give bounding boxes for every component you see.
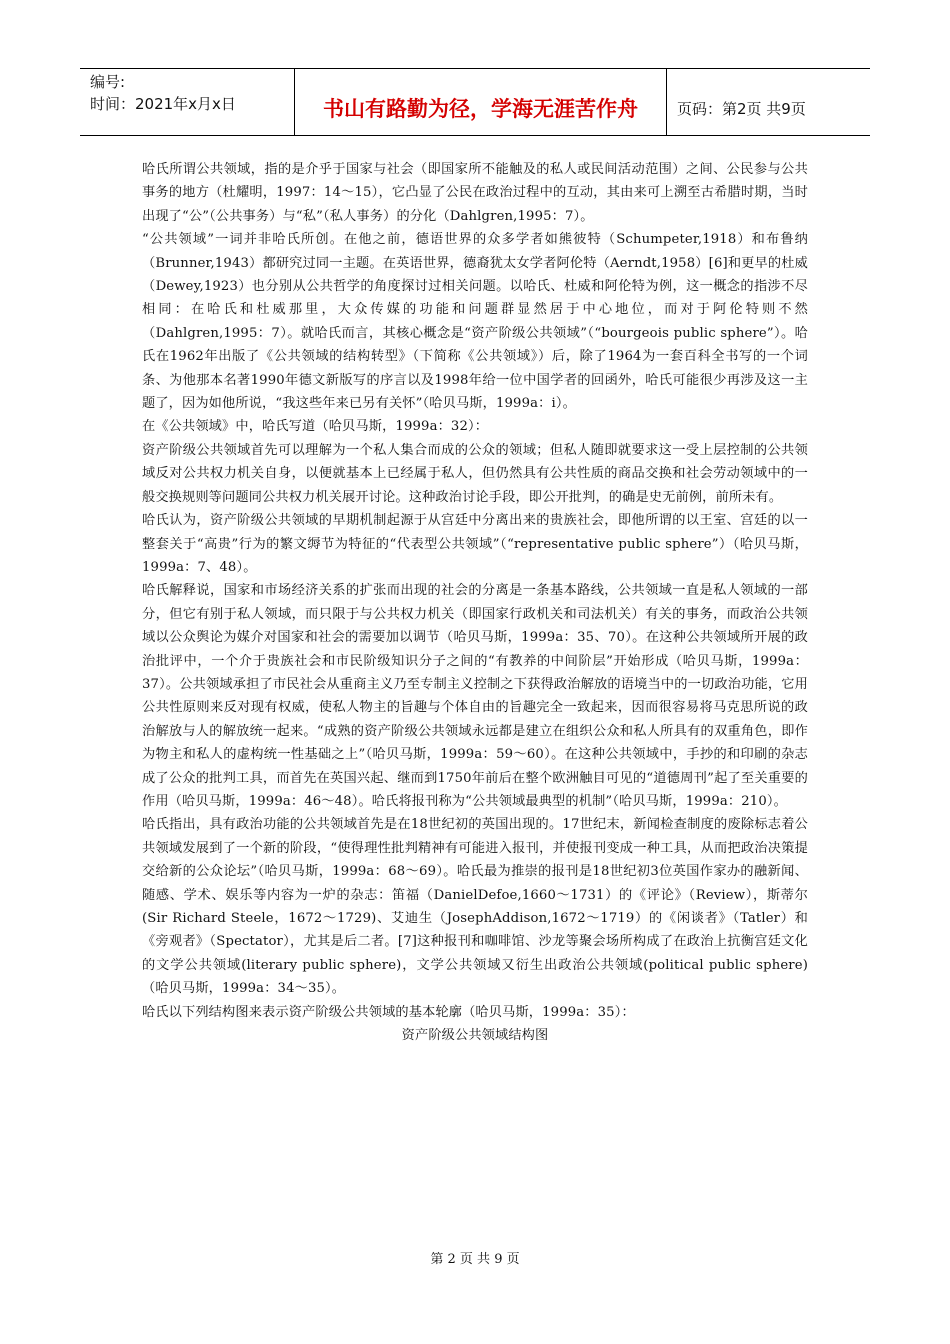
serial-label: 编号:	[90, 73, 126, 91]
page-header	[80, 68, 870, 136]
header-meta	[80, 69, 295, 135]
page-footer: 第 2 页 共 9 页	[430, 1252, 520, 1267]
figure-title: 资产阶级公共领域结构图	[401, 1028, 549, 1044]
paragraph: “公共领域”一词并非哈氏所创。在他之前，德语世界的众多学者如熊彼特（Schumpeter,1918）和布鲁纳（Brunner,1943）都研究过同一主题。在英语世界，德裔犹太女学者阿伦特（Aerndt,1958）[6]和更早的杜威（Dewey,1923）也分别从公共哲学的角度探讨过相关问题。以哈氏、杜威和阿伦特为例，这一概念的指涉不尽相同：在哈氏和杜威那里，大众传媒的功能和问题群显然居于中心地位，而对于阿伦特则不然（Dahlgren,1995：7）。就哈氏而言，其核心概念是“资产阶级公共领域”（“bourgeois public sphere”）。哈氏在1962年出版了《公共领域的结构转型》（下简称《公共领域》）后，除了1964为一套百科全书写的一个词条、为他那本名著1990年德文新版写的序言以及1998年给一位中国学者的回函外，哈氏可能很少再涉及这一主题了，因为如他所说，“我这些年来已另有关怀”（哈贝马斯，1999a：i）。	[142, 232, 808, 412]
time-label: 时间：2021年x月x日	[90, 95, 236, 113]
page-number-label: 页码：第2页 共9页	[677, 99, 806, 118]
paragraph: 哈氏指出，具有政治功能的公共领域首先是在18世纪初的英国出现的。17世纪末，新闻检查制度的废除标志着公共领域发展到了一个新的阶段，“使得理性批判精神有可能进入报刊，并使报刊变成一种工具，从而把政治决策提交给新的公众论坛”（哈贝马斯，1999a：68～69）。哈氏最为推崇的报刊是18世纪初3位英国作家办的融新闻、随感、学术、娱乐等内容为一炉的杂志：笛福（DanielDefoe,1660～1731）的《评论》（Review），斯蒂尔(Sir Richard Steele，1672～1729)、艾迪生（JosephAddison,1672～1719）的《闲谈者》（Tatler）和《旁观者》（Spectator），尤其是后二者。[7]这种报刊和咖啡馆、沙龙等聚会场所构成了在政治上抗衡宫廷文化的文学公共领域(literary public sphere)，文学公共领域又衍生出政治公共领域(political public sphere)（哈贝马斯，1999a：34～35）。	[142, 817, 808, 997]
paragraph: 哈氏所谓公共领域，指的是介乎于国家与社会（即国家所不能触及的私人或民间活动范围）之间、公民参与公共事务的地方（杜耀明，1997：14～15），它凸显了公民在政治过程中的互动，其由来可上溯至古希腊时期，当时出现了“公”（公共事务）与“私”（私人事务）的分化（Dahlgren,1995：7）。	[142, 162, 808, 224]
body-text	[142, 158, 808, 1047]
paragraph: 哈氏解释说，国家和市场经济关系的扩张而出现的社会的分离是一条基本路线，公共领域一直是私人领域的一部分，但它有别于私人领域，而只限于与公共权力机关（即国家行政机关和司法机关）有关的事务，而政治公共领域以公众舆论为媒介对国家和社会的需要加以调节（哈贝马斯，1999a：35、70）。在这种公共领域所开展的政治批评中，一个介于贵族社会和市民阶级知识分子之间的“有教养的中间阶层”开始形成（哈贝马斯，1999a：37）。公共领域承担了市民社会从重商主义乃至专制主义控制之下获得政治解放的语境当中的一切政治功能，它用公共性原则来反对现有权威，使私人物主的旨趣与个体自由的旨趣完全一致起来，因而很容易将马克思所说的政治解放与人的解放统一起来。“成熟的资产阶级公共领域永远都是建立在组织公众和私人所具有的双重角色，即作为物主和私人的虚构统一性基础之上”（哈贝马斯，1999a：59～60）。在这种公共领域中，手抄的和印刷的杂志成了公众的批判工具，而首先在英国兴起、继而到1750年前后在整个欧洲触目可见的“道德周刊”起了至关重要的作用（哈贝马斯，1999a：46～48）。哈氏将报刊称为“公共领域最典型的机制”（哈贝马斯，1999a：210）。	[142, 583, 808, 809]
paragraph: 资产阶级公共领域首先可以理解为一个私人集合而成的公众的领域；但私人随即就要求这一受上层控制的公共领域反对公共权力机关自身，以便就基本上已经属于私人，但仍然具有公共性质的商品交换和社会劳动领域中的一般交换规则等问题同公共权力机关展开讨论。这种政治讨论手段，即公开批判，的确是史无前例，前所未有。	[142, 442, 808, 505]
paragraph: 哈氏以下列结构图来表示资产阶级公共领域的基本轮廓（哈贝马斯，1999a：35）：	[142, 1004, 635, 1020]
paragraph: 在《公共领域》中，哈氏写道（哈贝马斯，1999a：32）：	[142, 419, 489, 435]
header-motto: 书山有路勤为径，学海无涯苦作舟	[295, 69, 667, 135]
paragraph: 哈氏认为，资产阶级公共领域的早期机制起源于从宫廷中分离出来的贵族社会，即他所谓的以王室、宫廷的以一整套关于“高贵”行为的繁文缛节为特征的“代表型公共领域”（“representative public sphere”）（哈贝马斯，1999a：7、48）。	[142, 513, 808, 575]
